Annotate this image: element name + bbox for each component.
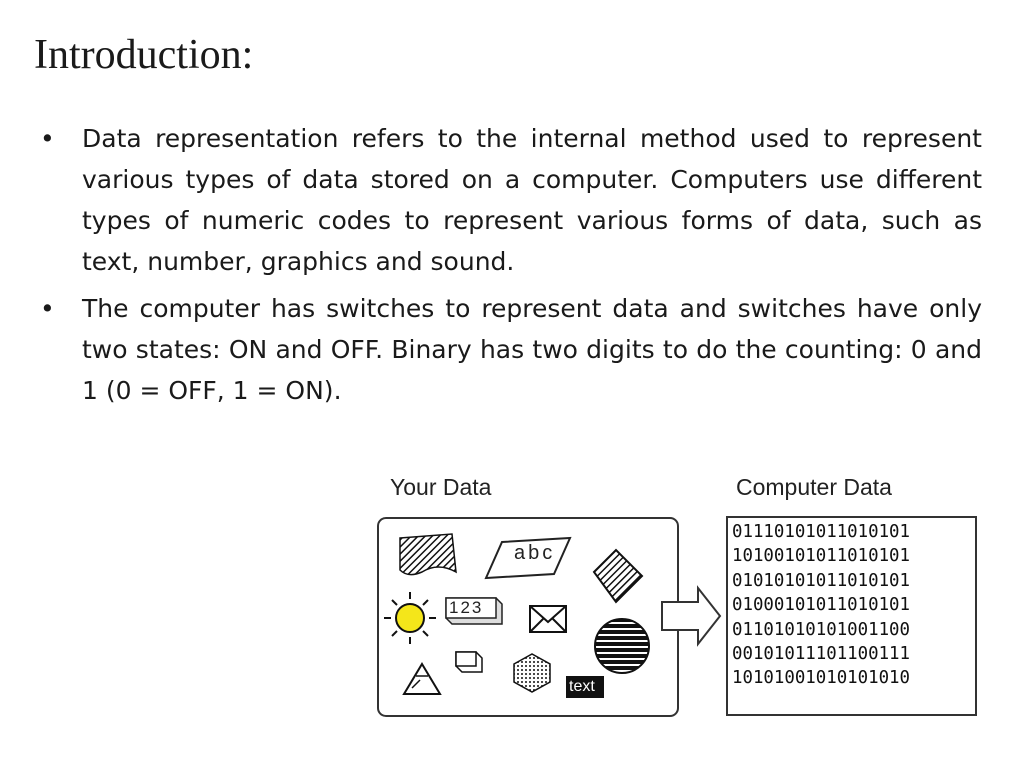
binary-row: 10101001010101010 [732, 668, 910, 689]
data-representation-figure [372, 468, 994, 723]
bullet-marker: • [40, 124, 55, 153]
cube-icon [456, 652, 482, 672]
bullet-list [36, 118, 982, 417]
binary-row: 10100101011010101 [732, 546, 910, 567]
bullet-item [36, 118, 982, 282]
binary-row: 01101010101001100 [732, 619, 910, 640]
binary-row: 00101011101100111 [732, 644, 910, 665]
binary-data-box [726, 516, 977, 716]
slide-title: Introduction: [34, 32, 254, 78]
text-label: text [569, 678, 595, 695]
your-data-label: Your Data [390, 474, 492, 500]
bullet-marker: • [40, 294, 55, 323]
computer-data-label: Computer Data [736, 474, 892, 500]
binary-row: 01000101011010101 [732, 595, 910, 616]
numbers-text: 123 [449, 598, 484, 617]
graphic-pattern-icon [400, 534, 456, 575]
striped-sphere-icon [595, 619, 649, 673]
bullet-text: The computer has switches to represent data and switches have only two states: ON and OFF. Binary has two digits to do the counting: 0 and 1 (0 = OFF, 1 = ON). [82, 294, 982, 405]
envelope-icon [530, 606, 566, 632]
binary-row: 01010101011010101 [732, 570, 910, 591]
bullet-item [36, 288, 982, 411]
bullet-text: Data representation refers to the internal method used to represent various types of data stored on a computer. Computers use different types of numeric codes to represent various forms of data, such as text, number, graphics and sound. [82, 124, 982, 276]
binary-row: 0111010101101010​1 [732, 522, 910, 542]
abc-text: abc [514, 542, 556, 564]
